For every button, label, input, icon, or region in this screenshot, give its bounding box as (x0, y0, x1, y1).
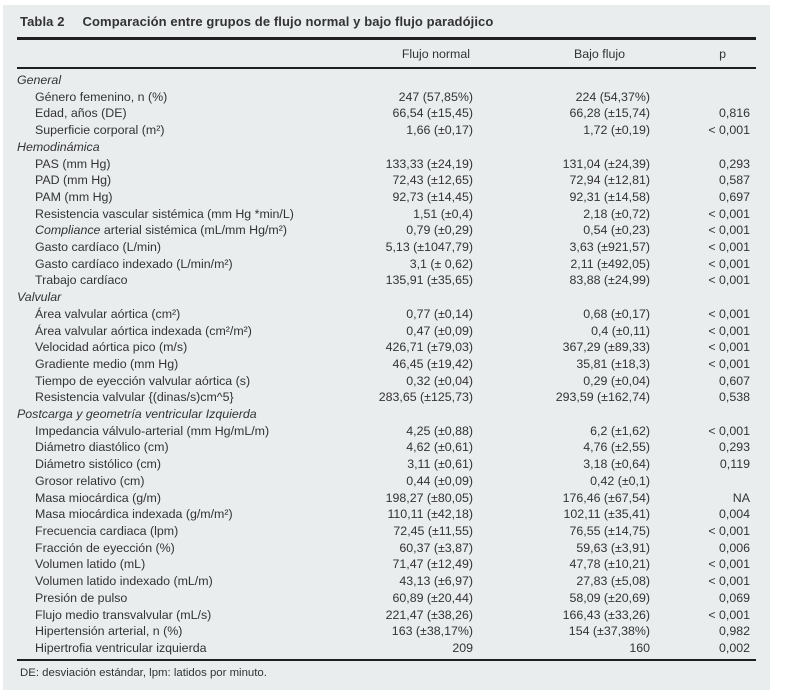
value-p: < 0,001 (708, 574, 750, 589)
value-p: 0,006 (718, 540, 750, 555)
value-flujo-normal: 46,45 (±19,42) (392, 356, 473, 371)
value-flujo-normal: 0,79 (±0,29) (406, 223, 473, 238)
value-flujo-normal: 1,51 (±0,4) (413, 206, 473, 221)
value-p: < 0,001 (708, 256, 750, 271)
value-bajo-flujo: 76,55 (±14,75) (569, 523, 650, 538)
value-bajo-flujo: 92,31 (±14,58) (569, 189, 650, 204)
table-row (17, 456, 756, 473)
section-header-row (17, 406, 756, 423)
section-header-row (17, 68, 756, 89)
table-row (17, 339, 756, 356)
header-row (17, 40, 756, 68)
value-p (656, 89, 756, 106)
value-p: < 0,001 (708, 323, 750, 338)
value-flujo-normal: 5,13 (±1047,79) (385, 240, 473, 255)
row-label: Grosor relativo (cm) (35, 473, 145, 488)
table-caption: Comparación entre grupos de flujo normal y bajo flujo paradójico (82, 14, 494, 29)
value-flujo-normal: 426,71 (±79,03) (385, 340, 473, 355)
header-bajo-flujo: Bajo flujo (476, 40, 656, 68)
value-flujo-normal: 247 (57,85%) (398, 89, 473, 104)
value-bajo-flujo: 2,18 (±0,72) (583, 206, 650, 221)
value-bajo-flujo: 66,28 (±15,74) (569, 106, 650, 121)
table-row (17, 222, 756, 239)
value-flujo-normal: 0,47 (±0,09) (406, 323, 473, 338)
value-bajo-flujo: 59,63 (±3,91) (576, 540, 650, 555)
table-body (17, 68, 756, 657)
section-title: Valvular (17, 290, 62, 305)
value-flujo-normal: 0,77 (±0,14) (406, 306, 473, 321)
value-bajo-flujo: 176,46 (±67,54) (562, 490, 650, 505)
value-flujo-normal: 0,44 (±0,09) (406, 473, 473, 488)
value-flujo-normal: 72,43 (±12,65) (392, 173, 473, 188)
value-bajo-flujo: 0,54 (±0,23) (583, 223, 650, 238)
table-card (3, 5, 770, 690)
table-row (17, 473, 756, 490)
table-row (17, 323, 756, 340)
header-p: p (656, 40, 756, 68)
value-p: 0,982 (718, 624, 750, 639)
row-label: Gasto cardíaco indexado (L/min/m²) (35, 256, 233, 271)
value-p: < 0,001 (708, 273, 750, 288)
value-flujo-normal: 92,73 (±14,45) (392, 189, 473, 204)
table-row (17, 590, 756, 607)
table-footnote: DE: desviación estándar, lpm: latidos por minuto. (17, 659, 756, 679)
table-row (17, 373, 756, 390)
row-label: Área valvular aórtica indexada (cm²/m²) (35, 323, 252, 338)
value-p: < 0,001 (708, 340, 750, 355)
value-p: NA (732, 490, 750, 505)
table-row (17, 306, 756, 323)
value-flujo-normal: 43,13 (±6,97) (399, 574, 473, 589)
header-label-column (17, 40, 296, 68)
value-p: 0,004 (718, 507, 750, 522)
value-flujo-normal: 283,65 (±125,73) (378, 390, 473, 405)
table-row (17, 206, 756, 223)
value-flujo-normal: 4,25 (±0,88) (406, 423, 473, 438)
row-label: Resistencia valvular {(dinas/s)cm^5} (35, 390, 234, 405)
value-flujo-normal: 135,91 (±35,65) (385, 273, 473, 288)
table-row (17, 122, 756, 139)
value-bajo-flujo: 154 (±37,38%) (568, 624, 650, 639)
value-p: < 0,001 (708, 607, 750, 622)
value-bajo-flujo: 2,11 (±492,05) (570, 256, 650, 271)
value-p: < 0,001 (708, 306, 750, 321)
table-row (17, 423, 756, 440)
value-bajo-flujo: 72,94 (±12,81) (569, 173, 650, 188)
row-label: Masa miocárdica indexada (g/m/m²) (35, 507, 233, 522)
value-p: 0,697 (718, 189, 750, 204)
value-p: 0,587 (718, 173, 750, 188)
table-header (17, 40, 756, 68)
section-header-row (17, 139, 756, 156)
value-bajo-flujo: 166,43 (±33,26) (562, 607, 650, 622)
table-row (17, 556, 756, 573)
value-p: 0,069 (718, 590, 750, 605)
value-bajo-flujo: 0,68 (±0,17) (583, 306, 650, 321)
row-label: Gradiente medio (mm Hg) (35, 356, 179, 371)
row-label: Género femenino, n (%) (35, 89, 168, 104)
value-p: 0,293 (718, 440, 750, 455)
row-label: Gasto cardíaco (L/min) (35, 240, 162, 255)
table-row (17, 156, 756, 173)
value-flujo-normal: 3,1 (± 0,62) (409, 256, 473, 271)
section-title: General (17, 73, 62, 87)
value-bajo-flujo: 224 (54,37%) (575, 89, 650, 104)
row-label: Masa miocárdica (g/m) (35, 490, 161, 505)
value-flujo-normal: 3,11 (±0,61) (407, 457, 473, 472)
value-p: < 0,001 (708, 557, 750, 572)
value-flujo-normal: 71,47 (±12,49) (392, 557, 473, 572)
row-label: Superficie corporal (m²) (35, 123, 165, 138)
value-p: < 0,001 (708, 206, 750, 221)
table-row (17, 523, 756, 540)
comparison-table (17, 40, 756, 657)
value-bajo-flujo: 0,4 (±0,11) (591, 323, 650, 338)
value-p: < 0,001 (708, 356, 750, 371)
table-row (17, 256, 756, 273)
value-p: 0,607 (718, 373, 750, 388)
table-row (17, 272, 756, 289)
value-flujo-normal: 163 (±38,17%) (391, 624, 473, 639)
value-bajo-flujo: 160 (629, 640, 650, 655)
value-bajo-flujo: 6,2 (±1,62) (590, 423, 650, 438)
value-bajo-flujo: 35,81 (±18,3) (576, 356, 650, 371)
table-row (17, 540, 756, 557)
value-flujo-normal: 1,66 (±0,17) (406, 123, 473, 138)
value-p: 0,002 (718, 640, 750, 655)
row-label: Trabajo cardíaco (35, 273, 128, 288)
value-bajo-flujo: 0,42 (±0,1) (590, 473, 650, 488)
value-p: < 0,001 (708, 240, 750, 255)
value-flujo-normal: 4,62 (±0,61) (406, 440, 473, 455)
value-bajo-flujo: 102,11 (±35,41) (563, 507, 650, 522)
header-flujo-normal: Flujo normal (296, 40, 476, 68)
value-flujo-normal: 0,32 (±0,04) (406, 373, 473, 388)
value-flujo-normal: 198,27 (±80,05) (385, 490, 473, 505)
value-flujo-normal: 72,45 (±11,55) (393, 523, 473, 538)
row-label: PAM (mm Hg) (35, 189, 113, 204)
value-flujo-normal: 66,54 (±15,45) (392, 106, 473, 121)
row-label: Edad, años (DE) (35, 106, 127, 121)
value-p: 0,293 (718, 156, 750, 171)
table-row (17, 389, 756, 406)
value-flujo-normal: 209 (452, 640, 473, 655)
value-bajo-flujo: 83,88 (±24,99) (569, 273, 650, 288)
value-flujo-normal: 60,89 (±20,44) (392, 590, 473, 605)
value-p (656, 473, 756, 490)
row-label: Fracción de eyección (%) (35, 540, 175, 555)
row-label: Flujo medio transvalvular (mL/s) (35, 607, 212, 622)
table-row (17, 89, 756, 106)
row-label: Diámetro sistólico (cm) (35, 457, 161, 472)
row-label: Compliance arterial sistémica (mL/mm Hg/m²) (35, 223, 287, 238)
row-label: Frecuencia cardiaca (lpm) (35, 523, 179, 538)
row-label: Tiempo de eyección valvular aórtica (s) (35, 373, 251, 388)
value-bajo-flujo: 58,09 (±20,69) (569, 590, 650, 605)
section-title: Postcarga y geometría ventricular Izquierda (17, 407, 257, 422)
row-label: Volumen latido (mL) (35, 557, 146, 572)
table-row (17, 189, 756, 206)
table-row (17, 490, 756, 507)
value-bajo-flujo: 4,76 (±2,55) (583, 440, 650, 455)
table-row (17, 239, 756, 256)
row-label: Hipertrofia ventricular izquierda (35, 640, 207, 655)
value-p: < 0,001 (708, 523, 750, 538)
row-label: Resistencia vascular sistémica (mm Hg *min/L) (35, 206, 294, 221)
value-bajo-flujo: 1,72 (±0,19) (583, 123, 650, 138)
row-label: Hipertensión arterial, n (%) (35, 624, 183, 639)
row-label: Impedancia válvulo-arterial (mm Hg/mL/m) (35, 423, 270, 438)
table-row (17, 439, 756, 456)
row-label: Velocidad aórtica pico (m/s) (35, 340, 188, 355)
value-bajo-flujo: 367,29 (±89,33) (562, 340, 650, 355)
row-label: Presión de pulso (35, 590, 128, 605)
table-row (17, 356, 756, 373)
value-p: 0,538 (718, 390, 750, 405)
value-flujo-normal: 110,11 (±42,18) (387, 507, 473, 522)
value-bajo-flujo: 3,63 (±921,57) (569, 240, 650, 255)
row-label: Volumen latido indexado (mL/m) (35, 574, 213, 589)
value-bajo-flujo: 27,83 (±5,08) (576, 574, 650, 589)
table-row (17, 607, 756, 624)
value-bajo-flujo: 3,18 (±0,64) (583, 457, 650, 472)
table-number: Tabla 2 (20, 14, 65, 29)
section-title: Hemodinámica (17, 139, 100, 154)
value-p: < 0,001 (708, 223, 750, 238)
section-header-row (17, 289, 756, 306)
value-bajo-flujo: 47,78 (±10,21) (569, 557, 650, 572)
value-p: < 0,001 (708, 123, 750, 138)
value-flujo-normal: 221,47 (±38,26) (385, 607, 473, 622)
table-row (17, 573, 756, 590)
row-label: Diámetro diastólico (cm) (35, 440, 169, 455)
row-label: Área valvular aórtica (cm²) (35, 306, 181, 321)
table-row (17, 105, 756, 122)
table-row (17, 506, 756, 523)
table-row (17, 640, 756, 657)
value-bajo-flujo: 131,04 (±24,39) (562, 156, 650, 171)
table-row (17, 172, 756, 189)
value-p: 0,119 (719, 457, 750, 472)
table-title (17, 5, 756, 40)
value-flujo-normal: 133,33 (±24,19) (385, 156, 473, 171)
value-p: 0,816 (718, 106, 750, 121)
value-flujo-normal: 60,37 (±3,87) (399, 540, 473, 555)
value-bajo-flujo: 0,29 (±0,04) (583, 373, 650, 388)
table-row (17, 623, 756, 640)
row-label: PAD (mm Hg) (35, 173, 112, 188)
value-p: < 0,001 (708, 423, 750, 438)
value-bajo-flujo: 293,59 (±162,74) (555, 390, 650, 405)
row-label: PAS (mm Hg) (35, 156, 111, 171)
